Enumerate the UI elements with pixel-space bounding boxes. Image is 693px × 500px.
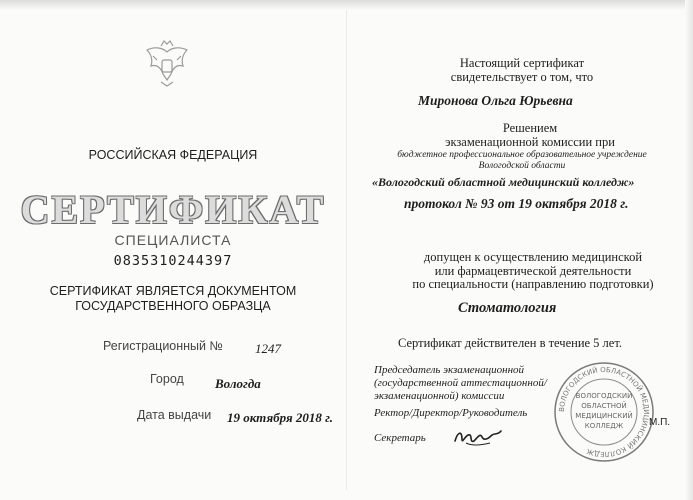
scan-edge	[0, 0, 693, 10]
city-label: Город	[150, 372, 184, 386]
specialty-name: Стоматология	[458, 300, 557, 316]
svg-text:КОЛЛЕДЖ: КОЛЛЕДЖ	[584, 422, 624, 430]
organization-type-line2: Вологодской области	[478, 161, 566, 171]
registration-label: Регистрационный №	[103, 339, 223, 353]
chairman-line1: Председатель экзаменационной	[374, 364, 525, 376]
scan-edge	[685, 0, 693, 500]
intro-line1: Настоящий сертификат	[459, 56, 585, 70]
organization-type-line1: бюджетное профессиональное образовательное учреждение	[397, 150, 647, 160]
document-status-line2: ГОСУДАРСТВЕННОГО ОБРАЗЦА	[75, 299, 271, 313]
issue-date-label: Дата выдачи	[137, 408, 212, 422]
svg-text:ВОЛОГОДСКИЙ: ВОЛОГОДСКИЙ	[575, 392, 633, 400]
seal-place-mark: М.П.	[649, 417, 671, 428]
secretary-title: Секретарь	[374, 432, 426, 444]
coat-of-arms-icon	[141, 38, 193, 90]
admission-line3: по специальности (направлению подготовки)	[412, 277, 654, 291]
city-value: Вологда	[215, 376, 261, 391]
seal-stamp	[552, 360, 656, 464]
decision-line: Решением	[502, 121, 558, 135]
chairman-line2: (государственной аттестационной/	[374, 377, 547, 389]
chairman-title	[374, 364, 547, 403]
chairman-line3: экзаменационной) комиссии	[374, 390, 505, 402]
country-name: РОССИЙСКАЯ ФЕДЕРАЦИЯ	[88, 148, 258, 162]
intro-text	[372, 56, 672, 84]
seal-ring-text: ВОЛОГОДСКИЙ ОБЛАСТНОЙ МЕДИЦИНСКИЙ КОЛЛЕДЖ	[557, 365, 651, 459]
certificate-number: 0835310244397	[113, 253, 233, 269]
admission-line2: или фармацевтической деятельности	[434, 263, 632, 278]
svg-text:ОБЛАСТНОЙ: ОБЛАСТНОЙ	[581, 402, 627, 410]
decision-text	[380, 121, 680, 149]
admission-line1: допущен к осуществлению медицинской	[423, 250, 643, 264]
document-status	[0, 284, 346, 314]
organization-type	[372, 150, 672, 172]
intro-line2: свидетельствует о том, что	[450, 70, 594, 84]
validity-text: Сертификат действителен в течение 5 лет.	[398, 336, 622, 350]
svg-text:МЕДИЦИНСКИЙ: МЕДИЦИНСКИЙ	[575, 412, 633, 420]
commission-line: экзаменационной комиссии при	[445, 135, 615, 149]
document-status-line1: СЕРТИФИКАТ ЯВЛЯЕТСЯ ДОКУМЕНТОМ	[49, 284, 297, 298]
rector-title: Ректор/Директор/Руководитель	[374, 407, 528, 419]
certificate-title: СЕРТИФИКАТ	[20, 187, 326, 232]
fold-crease	[346, 10, 347, 490]
signature-image	[452, 423, 504, 451]
certificate-subtitle: СПЕЦИАЛИСТА	[114, 232, 232, 248]
issue-date-value: 19 октября 2018 г.	[227, 410, 334, 425]
admission-text	[388, 251, 678, 292]
protocol-line: протокол № 93 от 19 октября 2018 г.	[404, 196, 629, 211]
registration-value: 1247	[255, 341, 281, 356]
holder-name: Миронова Ольга Юрьевна	[418, 93, 573, 108]
organization-name: «Вологодский областной медицинский колледж»	[372, 175, 635, 189]
